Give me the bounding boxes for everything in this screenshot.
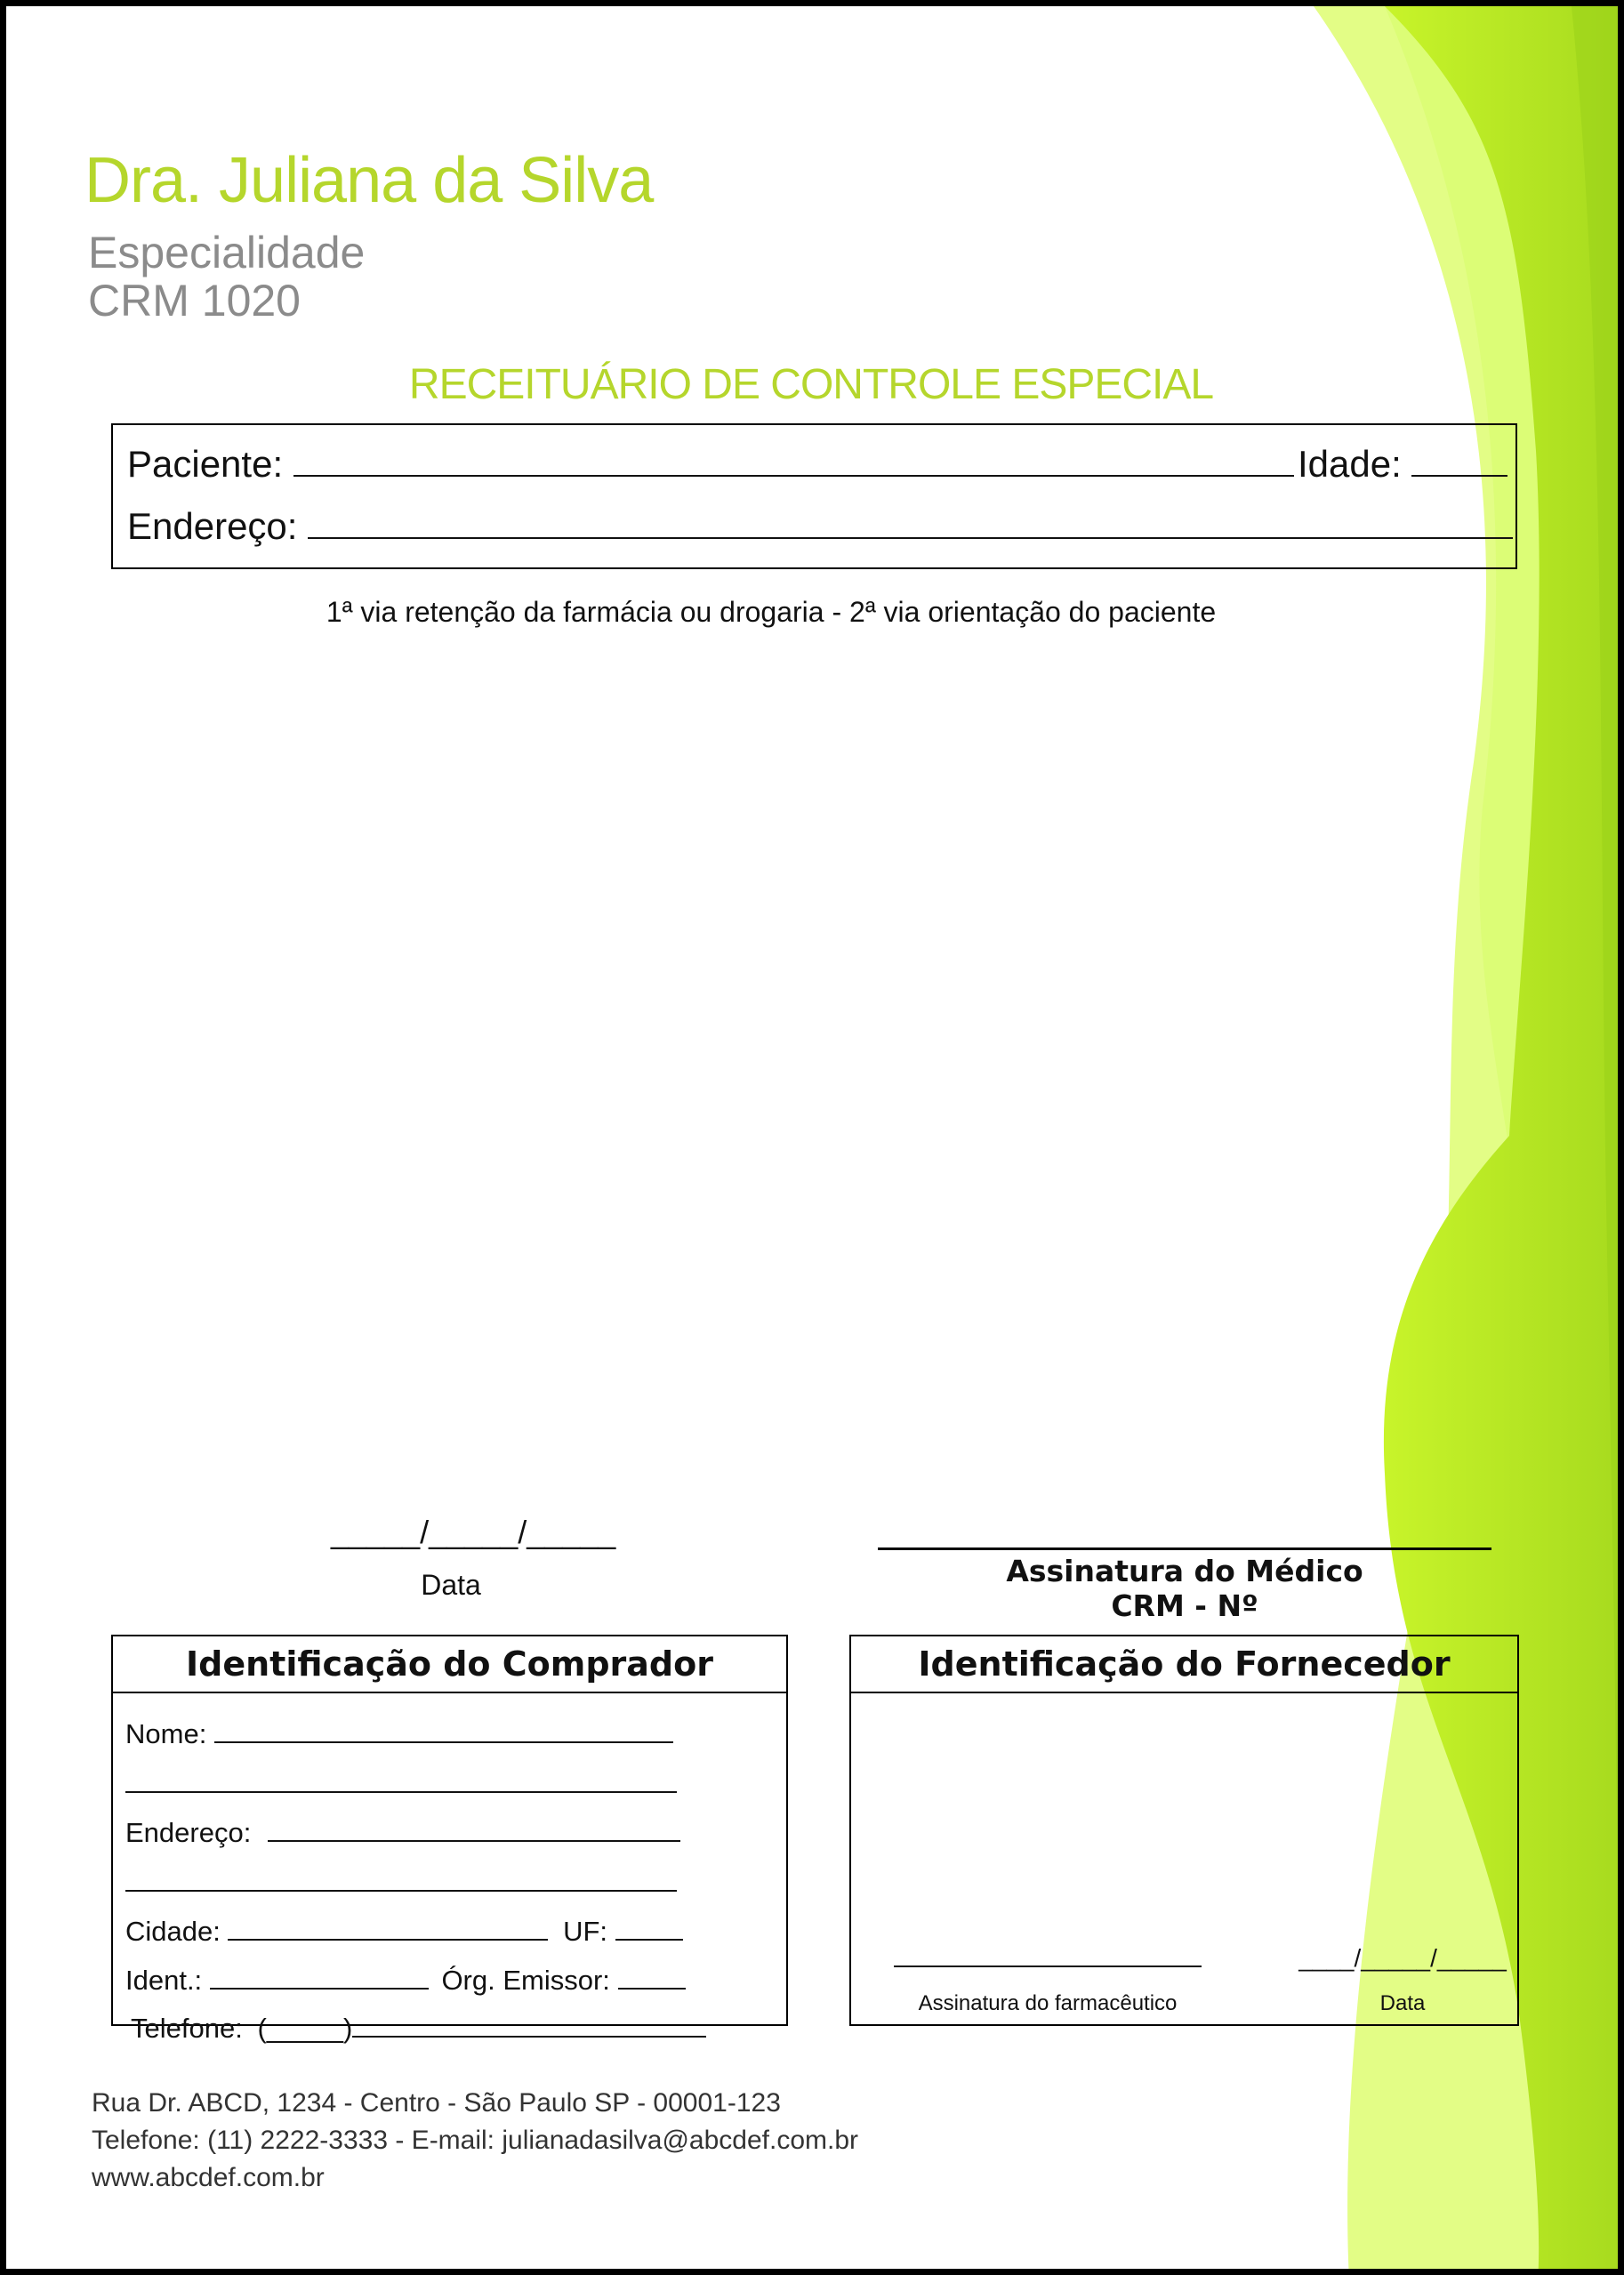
buyer-address-blank-2[interactable] [125,1865,677,1892]
supplier-box-title: Identificação do Fornecedor [851,1636,1517,1693]
supplier-date-field[interactable]: ____/_____/_____ [1298,1944,1507,1972]
prescription-date-field[interactable]: _____/_____/_____ [331,1514,616,1550]
doctor-signature-label: Assinatura do Médico [1006,1554,1363,1588]
buyer-name-blank-2[interactable] [125,1766,677,1793]
age-label: Idade: [1298,443,1402,485]
address-label: Endereço: [127,505,298,547]
buyer-name-blank[interactable] [214,1716,673,1743]
via-note: 1ª via retenção da farmácia ou drogaria - 2ª via orientação do paciente [326,596,1217,628]
age-field[interactable] [1298,443,1507,486]
buyer-ident-label: Ident.: [125,1965,203,1996]
patient-info-box [111,423,1517,569]
footer-contact: Telefone: (11) 2222-3333 - E-mail: julianadasilva@abcdef.com.br [92,2126,859,2155]
buyer-org-blank[interactable] [618,1963,686,1990]
buyer-uf-label: UF: [563,1916,608,1947]
buyer-phone-label: Telefone: [131,2013,243,2044]
buyer-identification-box [111,1635,788,2026]
buyer-ident-field[interactable] [125,1963,686,1997]
supplier-identification-box [849,1635,1519,2026]
buyer-city-blank[interactable] [228,1914,548,1941]
doctor-name: Dra. Juliana da Silva [84,145,654,216]
buyer-address-blank[interactable] [268,1815,680,1842]
buyer-address-continuation[interactable] [125,1865,677,1899]
buyer-city-label: Cidade: [125,1916,221,1947]
buyer-name-field[interactable] [125,1716,673,1750]
doctor-signature-line[interactable] [878,1547,1491,1550]
form-title: RECEITUÁRIO DE CONTROLE ESPECIAL [408,361,1214,408]
patient-label: Paciente: [127,443,284,485]
buyer-address-field[interactable] [125,1815,680,1849]
pharmacist-signature-label: Assinatura do farmacêutico [918,1991,1178,2015]
doctor-crm-label: CRM - Nº [1111,1588,1258,1623]
buyer-name-continuation[interactable] [125,1766,677,1800]
buyer-city-field[interactable] [125,1914,683,1948]
pharmacist-signature-line[interactable] [894,1948,1202,1967]
buyer-address-label: Endereço: [125,1817,252,1848]
supplier-date-label: Data [1379,1991,1426,2015]
buyer-phone-field[interactable] [131,2011,706,2045]
address-blank[interactable] [308,505,1513,539]
patient-blank[interactable] [293,443,1294,477]
buyer-phone-area[interactable]: (_____) [257,2013,353,2044]
buyer-phone-blank[interactable] [352,2011,706,2038]
buyer-org-label: Órg. Emissor: [441,1965,610,1996]
address-field[interactable] [127,505,1513,548]
footer-address: Rua Dr. ABCD, 1234 - Centro - São Paulo SP - 00001-123 [92,2088,781,2118]
footer-website[interactable]: www.abcdef.com.br [92,2163,325,2192]
age-blank[interactable] [1411,443,1507,477]
patient-field[interactable] [127,443,1294,486]
buyer-name-label: Nome: [125,1718,207,1749]
doctor-specialty: Especialidade [88,228,366,277]
prescription-date-label: Data [421,1569,481,1601]
buyer-uf-blank[interactable] [615,1914,683,1941]
buyer-ident-blank[interactable] [210,1963,429,1990]
doctor-crm: CRM 1020 [88,276,301,326]
buyer-box-title: Identificação do Comprador [113,1636,786,1693]
